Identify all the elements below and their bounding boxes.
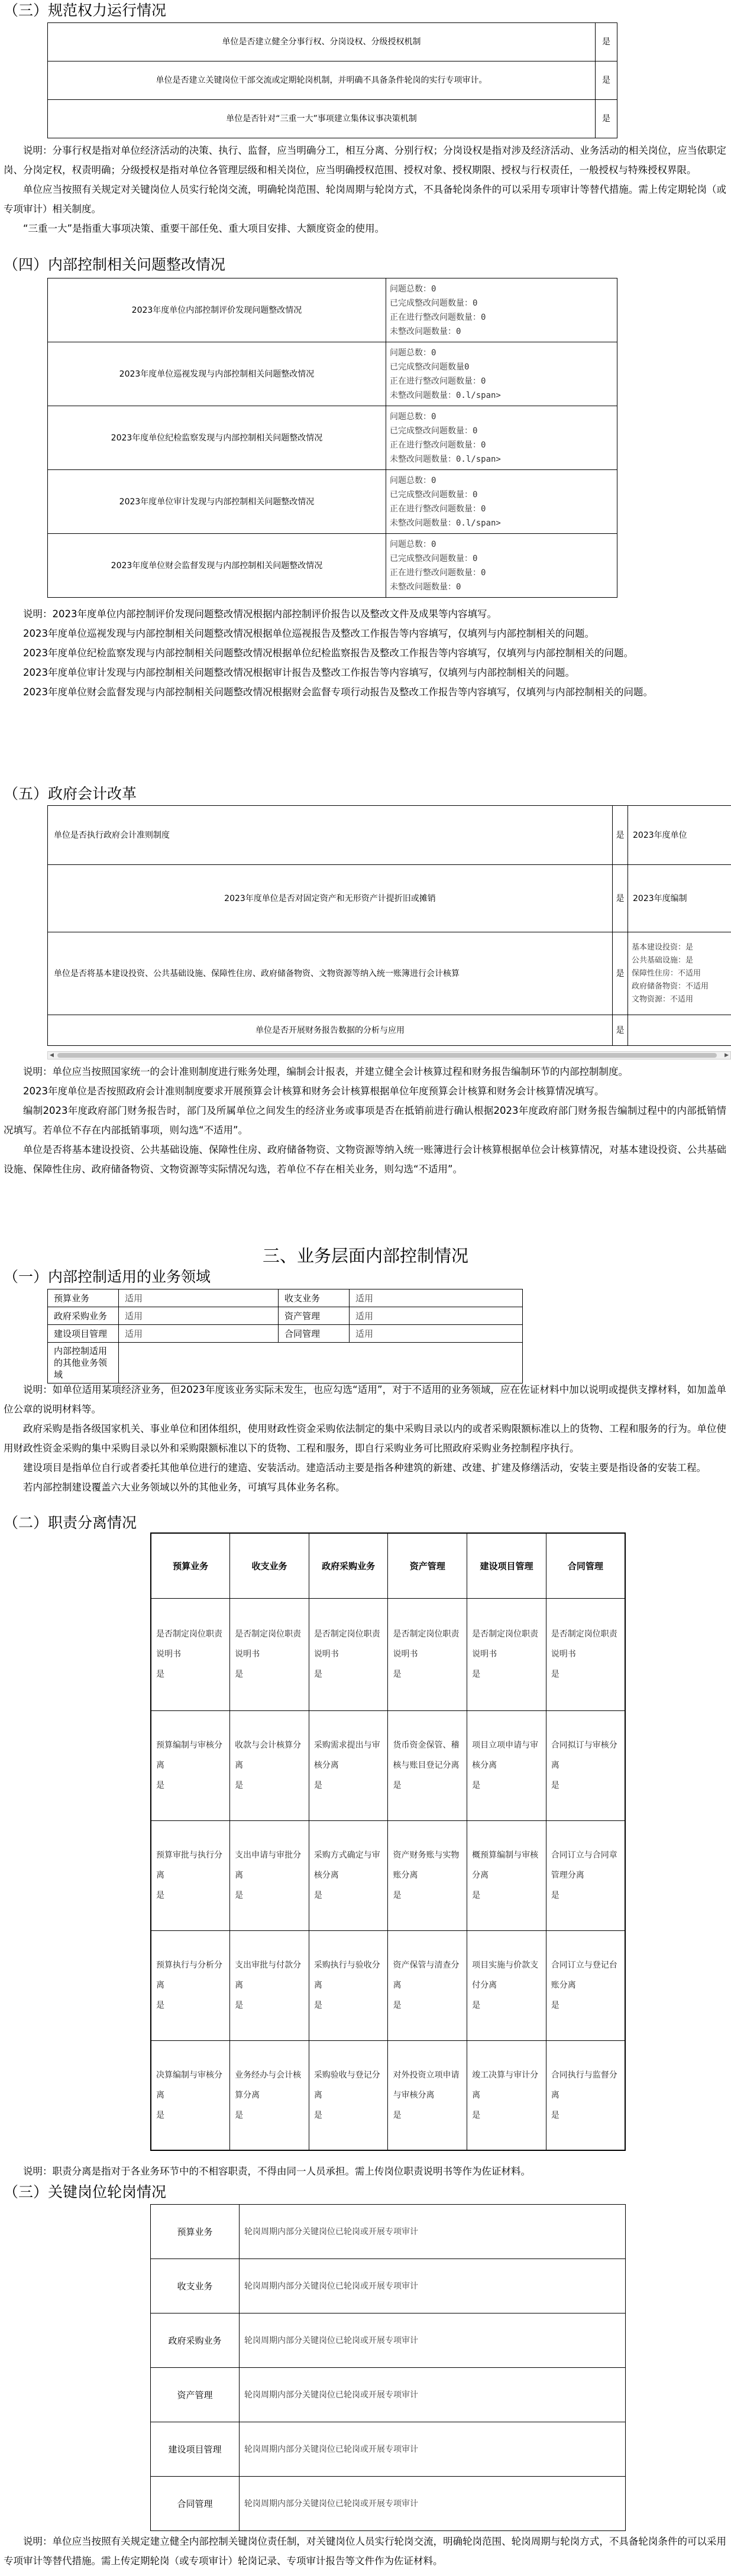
table-cell-value: 轮岗周期内部分关键岗位已轮岗或开展专项审计 <box>240 2477 626 2531</box>
table-cell-value <box>119 1343 523 1383</box>
table-cell-label: 政府采购业务 <box>151 2313 240 2368</box>
table-cell: 决算编制与审核分离 是 <box>151 2040 230 2150</box>
gov-accounting-table-viewport[interactable] <box>47 805 731 1051</box>
table-cell-value: 是 <box>313 1781 322 1790</box>
table-cell-extra: 2023年度编制 <box>628 865 731 932</box>
table-cell-value: 是 <box>393 1891 402 1900</box>
table-row <box>151 1710 625 1820</box>
table-cell: 是否制定岗位职责说明书 是 <box>467 1598 546 1710</box>
table-cell: 是否制定岗位职责说明书 是 <box>546 1598 625 1710</box>
table-cell: 支出申请与审批分离 是 <box>230 1820 309 1930</box>
table-cell-label: 2023年度单位纪检监察发现与内部控制相关问题整改情况 <box>48 406 386 470</box>
table-cell-value: 轮岗周期内部分关键岗位已轮岗或开展专项审计 <box>240 2313 626 2368</box>
scroll-left-icon[interactable]: ◀ <box>50 1052 54 1058</box>
table-cell-value: 是 <box>613 1015 628 1046</box>
table-cell-label: 单位是否建立健全分事行权、分岗设权、分级授权机制 <box>48 23 596 61</box>
table-cell-counts: 问题总数：0 已完成整改问题数量：0 正在进行整改问题数量：0 未整改问题数量：0.l/span> <box>386 470 617 534</box>
table-cell-value: 是 <box>551 2110 559 2120</box>
table-cell-label: 2023年度单位巡视发现与内部控制相关问题整改情况 <box>48 342 386 406</box>
table-cell-value: 适用 <box>350 1325 523 1343</box>
table-cell-value: 是 <box>472 1781 481 1790</box>
table-cell: 采购验收与登记分离 是 <box>309 2040 388 2150</box>
table-cell: 是否制定岗位职责说明书 是 <box>309 1598 388 1710</box>
note-paragraph: 2023年度单位审计发现与内部控制相关问题整改情况根据审计报告及整改工作报告等内容填写，仅填列与内部控制相关的问题。 <box>23 667 575 678</box>
note-paragraph: 2023年度单位巡视发现与内部控制相关问题整改情况根据单位巡视报告及整改工作报告等内容填写，仅填列与内部控制相关的问题。 <box>23 628 594 639</box>
table-cell: 支出审批与付款分离 是 <box>230 1930 309 2040</box>
table-cell-value: 是 <box>313 2110 322 2120</box>
table-cell: 预算审批与执行分离 是 <box>151 1820 230 1930</box>
table-cell-value: 是 <box>393 1781 402 1790</box>
note-paragraph: 说明：如单位适用某项经济业务，但2023年度该业务实际未发生，也应勾选“适用”，对于不适用的业务领域，应在佐证材料中加以说明或提供支撑材料，如加盖单位公章的说明材料等。 <box>4 1384 726 1415</box>
table-cell-label: 单位是否将基本建设投资、公共基础设施、保障性住房、政府储备物资、文物资源等纳入统一账簿进行会计核算 <box>48 932 613 1015</box>
business-areas-table <box>47 1289 523 1383</box>
note-paragraph: 说明：单位应当按照国家统一的会计准则制度进行账务处理，编制会计报表，并建立健全会计核算过程和财务报告编制环节的内部控制制度。 <box>23 1066 628 1077</box>
horizontal-scrollbar[interactable] <box>47 1051 731 1059</box>
table-cell-label: 政府采购业务 <box>48 1307 119 1325</box>
table-cell: 采购需求提出与审核分离 是 <box>309 1710 388 1820</box>
note-paragraph: 说明：分事行权是指对单位经济活动的决策、执行、监督，应当明确分工，相互分离、分别行权；分岗设权是指对涉及经济活动、业务活动的相关岗位，应当依职定岗、分岗定权，权责明确；分级授权是指对单位各管理层级和相关岗位，应当明确授权范围、授权对象、授权期限、授权与行权责任，一般授权与特殊授权界限。 <box>4 145 726 176</box>
section-title-rectification: （四）内部控制相关问题整改情况 <box>4 256 226 273</box>
table-cell-value: 轮岗周期内部分关键岗位已轮岗或开展专项审计 <box>240 2205 626 2259</box>
table-cell-value: 是 <box>393 2110 402 2120</box>
note-paragraph: 编制2023年度政府部门财务报告时，部门及所属单位之间发生的经济业务或事项是否在抵销前进行确认根据2023年度政府部门财务报告编制过程中的内部抵销情况填写。若单位不存在内部抵销事项，则勾选“不适用”。 <box>4 1105 726 1136</box>
table-cell-label: 合同管理 <box>151 2477 240 2531</box>
table-cell: 采购执行与验收分离 是 <box>309 1930 388 2040</box>
table-row <box>151 1598 625 1710</box>
section-title-power: （三）规范权力运行情况 <box>4 2 167 19</box>
note-paragraph: 2023年度单位纪检监察发现与内部控制相关问题整改情况根据单位纪检监察报告及整改工作报告等内容填写，仅填列与内部控制相关的问题。 <box>23 647 633 659</box>
table-cell-assets: 基本建设投资：是 公共基础设施：是 保障性住房：不适用 政府储备物资：不适用 文物资源：不适用 <box>628 932 731 1015</box>
segregation-table <box>150 1532 626 2151</box>
note-paragraph: 政府采购是指各级国家机关、事业单位和团体组织，使用财政性资金采购依法制定的集中采购目录以内的或者采购限额标准以上的货物、工程和服务的行为。单位使用财政性资金采购的集中采购目录以外和采购限额标准以下的货物、工程和服务，即自行采购业务可比照政府采购业务控制程序执行。 <box>4 1423 726 1454</box>
table-cell-value: 是 <box>235 1781 244 1790</box>
section-title-business-areas: （一）内部控制适用的业务领域 <box>4 1268 211 1285</box>
table-cell-value: 是 <box>313 2001 322 2010</box>
table-cell: 合同订立与登记台账分离 是 <box>546 1930 625 2040</box>
table-cell-value: 轮岗周期内部分关键岗位已轮岗或开展专项审计 <box>240 2422 626 2477</box>
table-cell-label: 预算业务 <box>48 1289 119 1307</box>
note-paragraph: 说明：职责分离是指对于各业务环节中的不相容职责，不得由同一人员承担。需上传岗位职责说明书等作为佐证材料。 <box>23 2166 531 2177</box>
section-title-segregation: （二）职责分离情况 <box>4 1514 137 1531</box>
table-cell-label: 单位是否针对“三重一大”事项建立集体议事决策机制 <box>48 100 596 138</box>
table-cell: 竣工决算与审计分离 是 <box>467 2040 546 2150</box>
table-header: 建设项目管理 <box>467 1533 546 1598</box>
segregation-note <box>4 2162 726 2181</box>
table-header: 资产管理 <box>388 1533 467 1598</box>
table-cell: 是否制定岗位职责说明书 是 <box>388 1598 467 1710</box>
table-cell-value: 是 <box>551 2001 559 2010</box>
table-cell: 是否制定岗位职责说明书 是 <box>151 1598 230 1710</box>
table-cell-value: 是 <box>156 1781 164 1790</box>
table-cell-value: 适用 <box>350 1289 523 1307</box>
table-cell-counts: 问题总数：0 已完成整改问题数量：0 正在进行整改问题数量：0 未整改问题数量：0 <box>386 534 617 598</box>
table-cell: 是否制定岗位职责说明书 是 <box>230 1598 309 1710</box>
scroll-right-icon[interactable]: ▶ <box>724 1052 729 1058</box>
table-cell: 项目实施与价款支付分离 是 <box>467 1930 546 2040</box>
table-cell: 收款与会计核算分离 是 <box>230 1710 309 1820</box>
table-header: 政府采购业务 <box>309 1533 388 1598</box>
section-title-gov-accounting: （五）政府会计改革 <box>4 785 137 802</box>
scrollbar-thumb[interactable] <box>57 1053 717 1058</box>
power-table <box>47 22 617 138</box>
table-cell-value: 是 <box>551 1891 559 1900</box>
table-cell-value: 是 <box>235 2001 244 2010</box>
table-cell-value: 是 <box>156 2110 164 2120</box>
table-header: 收支业务 <box>230 1533 309 1598</box>
section-title-rotation: （三）关键岗位轮岗情况 <box>4 2183 167 2201</box>
note-paragraph: 2023年度单位是否按照政府会计准则制度要求开展预算会计核算和财务会计核算根据单位年度预算会计核算和财务会计核算情况填写。 <box>23 1086 604 1097</box>
table-cell-value: 是 <box>596 100 617 138</box>
table-cell-value: 是 <box>472 2001 481 2010</box>
table-cell-value: 是 <box>472 1891 481 1900</box>
note-paragraph: 单位是否将基本建设投资、公共基础设施、保障性住房、政府储备物资、文物资源等纳入统一账簿进行会计核算根据单位会计核算情况，对基本建设投资、公共基础设施、保障性住房、政府储备物资、文物资源等实际情况勾选，若单位不存在相关业务，则勾选“不适用”。 <box>4 1144 726 1175</box>
table-cell: 合同执行与监督分离 是 <box>546 2040 625 2150</box>
table-cell-label: 2023年度单位审计发现与内部控制相关问题整改情况 <box>48 470 386 534</box>
table-cell-label: 资产管理 <box>279 1307 350 1325</box>
note-paragraph: 建设项目是指单位自行或者委托其他单位进行的建造、安装活动。建造活动主要是指各种建筑的新建、改建、扩建及修缮活动，安装主要是指设备的安装工程。 <box>23 1462 706 1473</box>
table-cell-value: 是 <box>156 2001 164 2010</box>
table-cell: 概预算编制与审核分离 是 <box>467 1820 546 1930</box>
note-paragraph: 说明：单位应当按照有关规定建立健全内部控制关键岗位责任制，对关键岗位人员实行轮岗交流，明确轮岗范围、轮岗周期与轮岗方式，不具备轮岗条件的可以采用专项审计等替代措施。需上传定期轮岗（或专项审计）轮岗记录、专项审计报告等文件作为佐证材料。 <box>4 2536 726 2567</box>
rectification-notes <box>4 604 726 702</box>
table-cell-value: 轮岗周期内部分关键岗位已轮岗或开展专项审计 <box>240 2368 626 2422</box>
table-cell-label: 单位是否执行政府会计准则制度 <box>48 806 613 865</box>
table-cell-label: 2023年度单位内部控制评价发现问题整改情况 <box>48 278 386 342</box>
table-cell-label: 预算业务 <box>151 2205 240 2259</box>
rotation-table <box>150 2204 626 2531</box>
table-cell-value: 适用 <box>119 1325 279 1343</box>
table-cell-counts: 问题总数：0 已完成整改问题数量：0 正在进行整改问题数量：0 未整改问题数量：0 <box>386 278 617 342</box>
table-cell-counts: 问题总数：0 已完成整改问题数量：0 正在进行整改问题数量：0 未整改问题数量：0.l/span> <box>386 406 617 470</box>
table-cell-value: 是 <box>235 2110 244 2120</box>
table-cell: 对外投资立项申请与审核分离 是 <box>388 2040 467 2150</box>
table-cell-label: 建设项目管理 <box>151 2422 240 2477</box>
rotation-note <box>4 2532 726 2571</box>
table-cell: 采购方式确定与审核分离 是 <box>309 1820 388 1930</box>
note-paragraph: “三重一大”是指重大事项决策、重要干部任免、重大项目安排、大额度资金的使用。 <box>23 223 385 234</box>
table-cell-value: 是 <box>235 1891 244 1900</box>
table-cell-label: 内部控制适用的其他业务领域 <box>48 1343 119 1383</box>
note-paragraph: 2023年度单位财会监督发现与内部控制相关问题整改情况根据财会监督专项行动报告及整改工作报告等内容填写，仅填列与内部控制相关的问题。 <box>23 686 653 698</box>
table-cell-value: 轮岗周期内部分关键岗位已轮岗或开展专项审计 <box>240 2259 626 2313</box>
table-cell-label: 2023年度单位是否对固定资产和无形资产计提折旧或摊销 <box>48 865 613 932</box>
table-cell-value: 适用 <box>119 1307 279 1325</box>
table-cell-label: 收支业务 <box>151 2259 240 2313</box>
table-cell: 合同拟订与审核分离 是 <box>546 1710 625 1820</box>
table-cell-value: 是 <box>596 61 617 100</box>
table-cell-label: 收支业务 <box>279 1289 350 1307</box>
table-header: 合同管理 <box>546 1533 625 1598</box>
table-cell-value: 是 <box>613 806 628 865</box>
note-paragraph: 单位应当按照有关规定对关键岗位人员实行轮岗交流，明确轮岗范围、轮岗周期与轮岗方式，不具备轮岗条件的可以采用专项审计等替代措施。需上传定期轮岗（或专项审计）相关制度。 <box>4 184 726 215</box>
table-row <box>151 1820 625 1930</box>
table-cell: 货币资金保管、稽核与账目登记分离 是 <box>388 1710 467 1820</box>
gov-accounting-notes <box>4 1062 726 1179</box>
table-cell-value: 是 <box>613 865 628 932</box>
table-cell-label: 单位是否开展财务报告数据的分析与应用 <box>48 1015 613 1046</box>
table-cell-value: 是 <box>393 2001 402 2010</box>
table-cell: 预算编制与审核分离 是 <box>151 1710 230 1820</box>
gov-accounting-table <box>47 805 731 1046</box>
note-paragraph: 说明：2023年度单位内部控制评价发现问题整改情况根据内部控制评价报告以及整改文件及成果等内容填写。 <box>23 608 497 620</box>
note-paragraph: 若内部控制建设覆盖六大业务领域以外的其他业务，可填写具体业务名称。 <box>23 1482 345 1493</box>
table-row <box>151 2040 625 2150</box>
table-cell-value: 适用 <box>350 1307 523 1325</box>
table-cell-counts: 问题总数：0 已完成整改问题数量0 正在进行整改问题数量：0 未整改问题数量：0.l/span> <box>386 342 617 406</box>
table-cell-extra: 2023年度单位 <box>628 806 731 865</box>
part-title-business-level: 三、业务层面内部控制情况 <box>262 1246 468 1266</box>
table-cell-value: 是 <box>156 1891 164 1900</box>
rectification-table <box>47 278 617 598</box>
power-notes <box>4 141 726 238</box>
table-cell-label: 单位是否建立关键岗位干部交流或定期轮岗机制，并明确不具备条件轮岗的实行专项审计。 <box>48 61 596 100</box>
business-areas-notes <box>4 1380 726 1497</box>
table-cell: 预算执行与分析分离 是 <box>151 1930 230 2040</box>
table-cell-value: 适用 <box>119 1289 279 1307</box>
table-header: 预算业务 <box>151 1533 230 1598</box>
table-cell-value: 是 <box>313 1891 322 1900</box>
table-cell-label: 建设项目管理 <box>48 1325 119 1343</box>
table-cell: 业务经办与会计核算分离 是 <box>230 2040 309 2150</box>
table-cell: 项目立项申请与审核分离 是 <box>467 1710 546 1820</box>
table-cell: 合同订立与合同章管理分离 是 <box>546 1820 625 1930</box>
table-cell: 资产财务账与实物账分离 是 <box>388 1820 467 1930</box>
table-cell-value: 是 <box>551 1781 559 1790</box>
table-cell-value: 是 <box>613 932 628 1015</box>
table-cell-label: 合同管理 <box>279 1325 350 1343</box>
table-cell-value: 是 <box>472 2110 481 2120</box>
table-cell-label: 2023年度单位财会监督发现与内部控制相关问题整改情况 <box>48 534 386 598</box>
table-cell-value: 是 <box>596 23 617 61</box>
table-cell-label: 资产管理 <box>151 2368 240 2422</box>
table-row <box>151 1930 625 2040</box>
table-cell: 资产保管与清查分离 是 <box>388 1930 467 2040</box>
